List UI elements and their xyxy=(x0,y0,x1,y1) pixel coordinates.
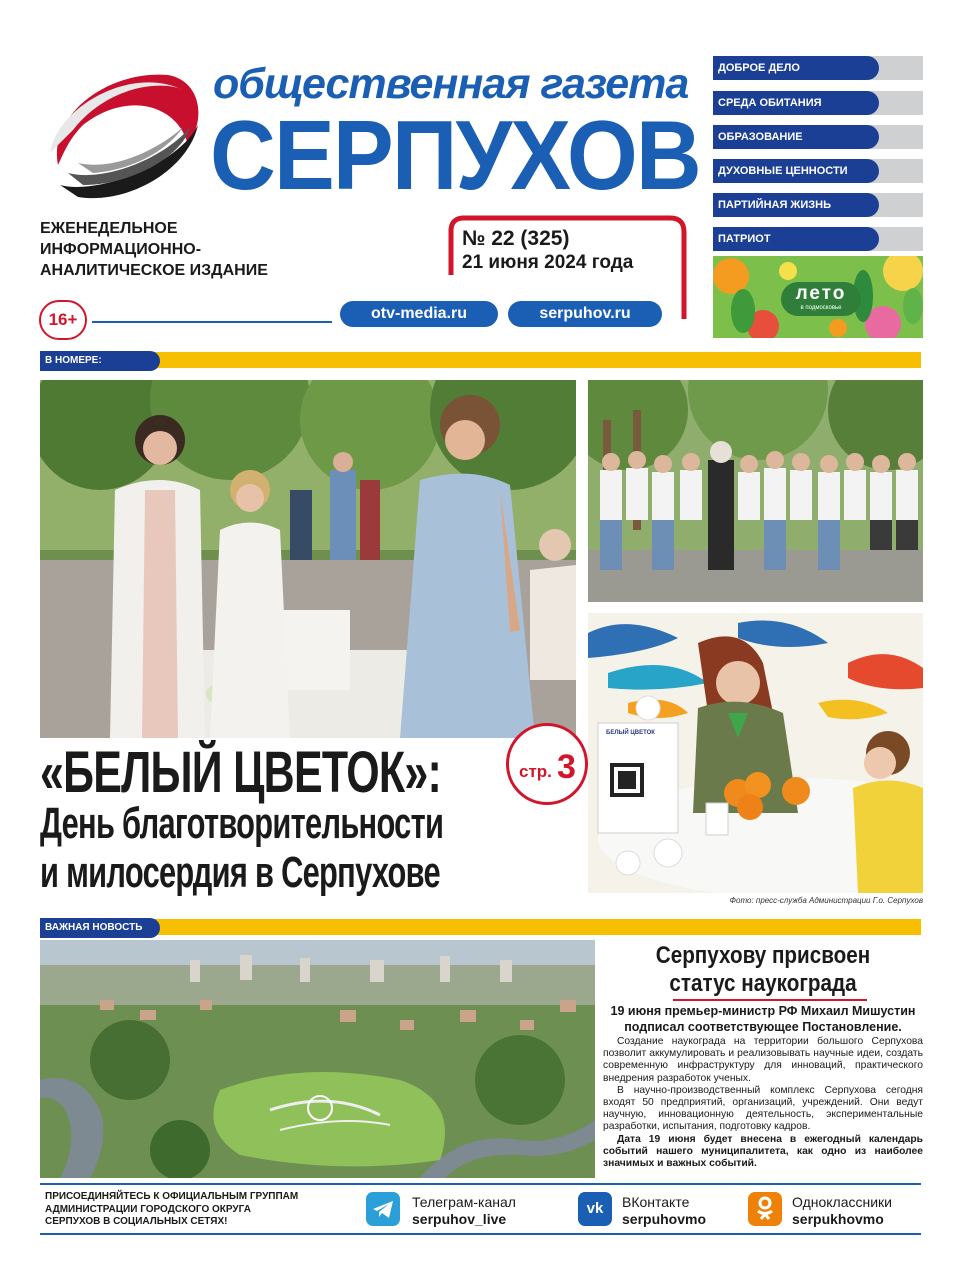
section-label: В НОМЕРЕ: xyxy=(40,351,160,371)
website-link-serpuhov[interactable]: serpuhov.ru xyxy=(508,301,662,327)
article-closing: Дата 19 июня будет внесена в ежегодный календарь событий нашего муниципалитета, как одно из наиболее значимых и важных событий. xyxy=(603,1133,923,1170)
photo-caption: Фото: пресс-служба Администрации Г.о. Серпухов xyxy=(729,896,923,905)
odnoklassniki-link[interactable] xyxy=(792,1194,892,1228)
promo-label: лето xyxy=(795,283,847,304)
odnoklassniki-icon[interactable] xyxy=(748,1192,782,1226)
article-title: Серпухову присвоен xyxy=(655,942,871,969)
photo-sign-title: БЕЛЫЙ ЦВЕТОК xyxy=(606,730,655,736)
edition-line: АНАЛИТИЧЕСКОЕ ИЗДАНИЕ xyxy=(40,262,268,279)
social-handle: serpuhovmo xyxy=(622,1211,707,1227)
divider xyxy=(40,1233,921,1235)
social-handle: serpuhov_live xyxy=(412,1211,507,1227)
social-network-name: Телеграм-канал xyxy=(412,1194,516,1210)
rubric-item xyxy=(713,125,923,149)
rubric-label: ОБРАЗОВАНИЕ xyxy=(713,125,879,149)
telegram-icon[interactable] xyxy=(366,1192,400,1226)
rubric-item xyxy=(713,159,923,183)
rubric-item xyxy=(713,56,923,80)
rubric-item xyxy=(713,227,923,251)
main-photo-charity-fair xyxy=(40,380,576,738)
rubric-label: СРЕДА ОБИТАНИЯ xyxy=(713,91,879,115)
section-header-in-issue xyxy=(40,351,921,371)
edition-description xyxy=(40,218,360,281)
photo-children-crafts xyxy=(588,613,923,893)
summer-promo-banner[interactable] xyxy=(713,256,923,338)
rubric-label: ДУХОВНЫЕ ЦЕННОСТИ xyxy=(713,159,879,183)
issue-number: № 22 (325) xyxy=(462,227,570,250)
article-paragraph: Создание наукограда на территории большого Серпухова позволит аккумулировать и реализовывать научные идеи, создать современную инфраструктуру для инноваций, практического внедрения разработок ученых. xyxy=(603,1036,923,1084)
rubric-label: ДОБРОЕ ДЕЛО xyxy=(713,56,879,80)
lead-story-subheadline: и милосердия в Серпухове xyxy=(40,848,440,897)
cta-line: АДМИНИСТРАЦИИ ГОРОДСКОГО ОКРУГА xyxy=(45,1203,251,1215)
social-call-to-action xyxy=(45,1191,355,1229)
page-reference-number: 3 xyxy=(557,748,576,786)
rubric-item xyxy=(713,91,923,115)
newspaper-subtitle: общественная газета xyxy=(213,60,689,108)
newspaper-logo-icon xyxy=(38,45,206,203)
page-reference-label: стр. xyxy=(519,762,552,781)
social-network-name: Одноклассники xyxy=(792,1194,893,1210)
page-reference-badge[interactable] xyxy=(506,723,588,805)
lead-story-headline: «БЕЛЫЙ ЦВЕТОК»: xyxy=(40,740,442,805)
promo-sublabel: в подмосковье xyxy=(800,305,842,311)
social-handle: serpukhovmo xyxy=(792,1211,884,1227)
vk-link[interactable] xyxy=(622,1194,706,1228)
lead-story-subheadline: День благотворительности xyxy=(40,799,444,848)
divider xyxy=(40,1183,921,1185)
group-photo-volunteers xyxy=(588,380,923,602)
issue-date: 21 июня 2024 года xyxy=(462,252,634,273)
article-title: статус наукограда xyxy=(669,970,857,997)
telegram-link[interactable] xyxy=(412,1194,516,1228)
rubric-label: ПАРТИЙНАЯ ЖИЗНЬ xyxy=(713,193,879,217)
article-body xyxy=(603,1036,923,1170)
rubric-label: ПАТРИОТ xyxy=(713,227,879,251)
edition-line: ИНФОРМАЦИОННО- xyxy=(40,241,202,258)
aerial-photo-serpukhov xyxy=(40,940,595,1178)
section-header-important xyxy=(40,918,921,938)
cta-line: ПРИСОЕДИНЯЙТЕСЬ К ОФИЦИАЛЬНЫМ ГРУППАМ xyxy=(45,1191,299,1202)
section-label: ВАЖНАЯ НОВОСТЬ xyxy=(40,918,160,938)
website-link-otv[interactable]: otv-media.ru xyxy=(340,301,498,327)
social-network-name: ВКонтакте xyxy=(622,1194,690,1210)
title-underline xyxy=(673,999,867,1001)
article-paragraph: В научно-производственный комплекс Серпухова сегодня входят 50 предприятий, организаций, учреждений. Они ведут научную, инновационную деятельность, экспериментальные разработки, испытания, подготовку кадров. xyxy=(603,1084,923,1133)
rubric-item xyxy=(713,193,923,217)
newspaper-title: СЕРПУХОВ xyxy=(210,100,700,210)
edition-line: ЕЖЕНЕДЕЛЬНОЕ xyxy=(40,220,178,237)
article-lead: 19 июня премьер-министр РФ Михаил Мишустин подписал соответствующее Постановление. xyxy=(610,1004,916,1034)
divider xyxy=(92,321,332,323)
vk-icon[interactable]: vk xyxy=(578,1192,612,1226)
cta-line: СЕРПУХОВ В СОЦИАЛЬНЫХ СЕТЯХ! xyxy=(45,1216,228,1227)
age-rating-badge: 16+ xyxy=(39,300,87,340)
